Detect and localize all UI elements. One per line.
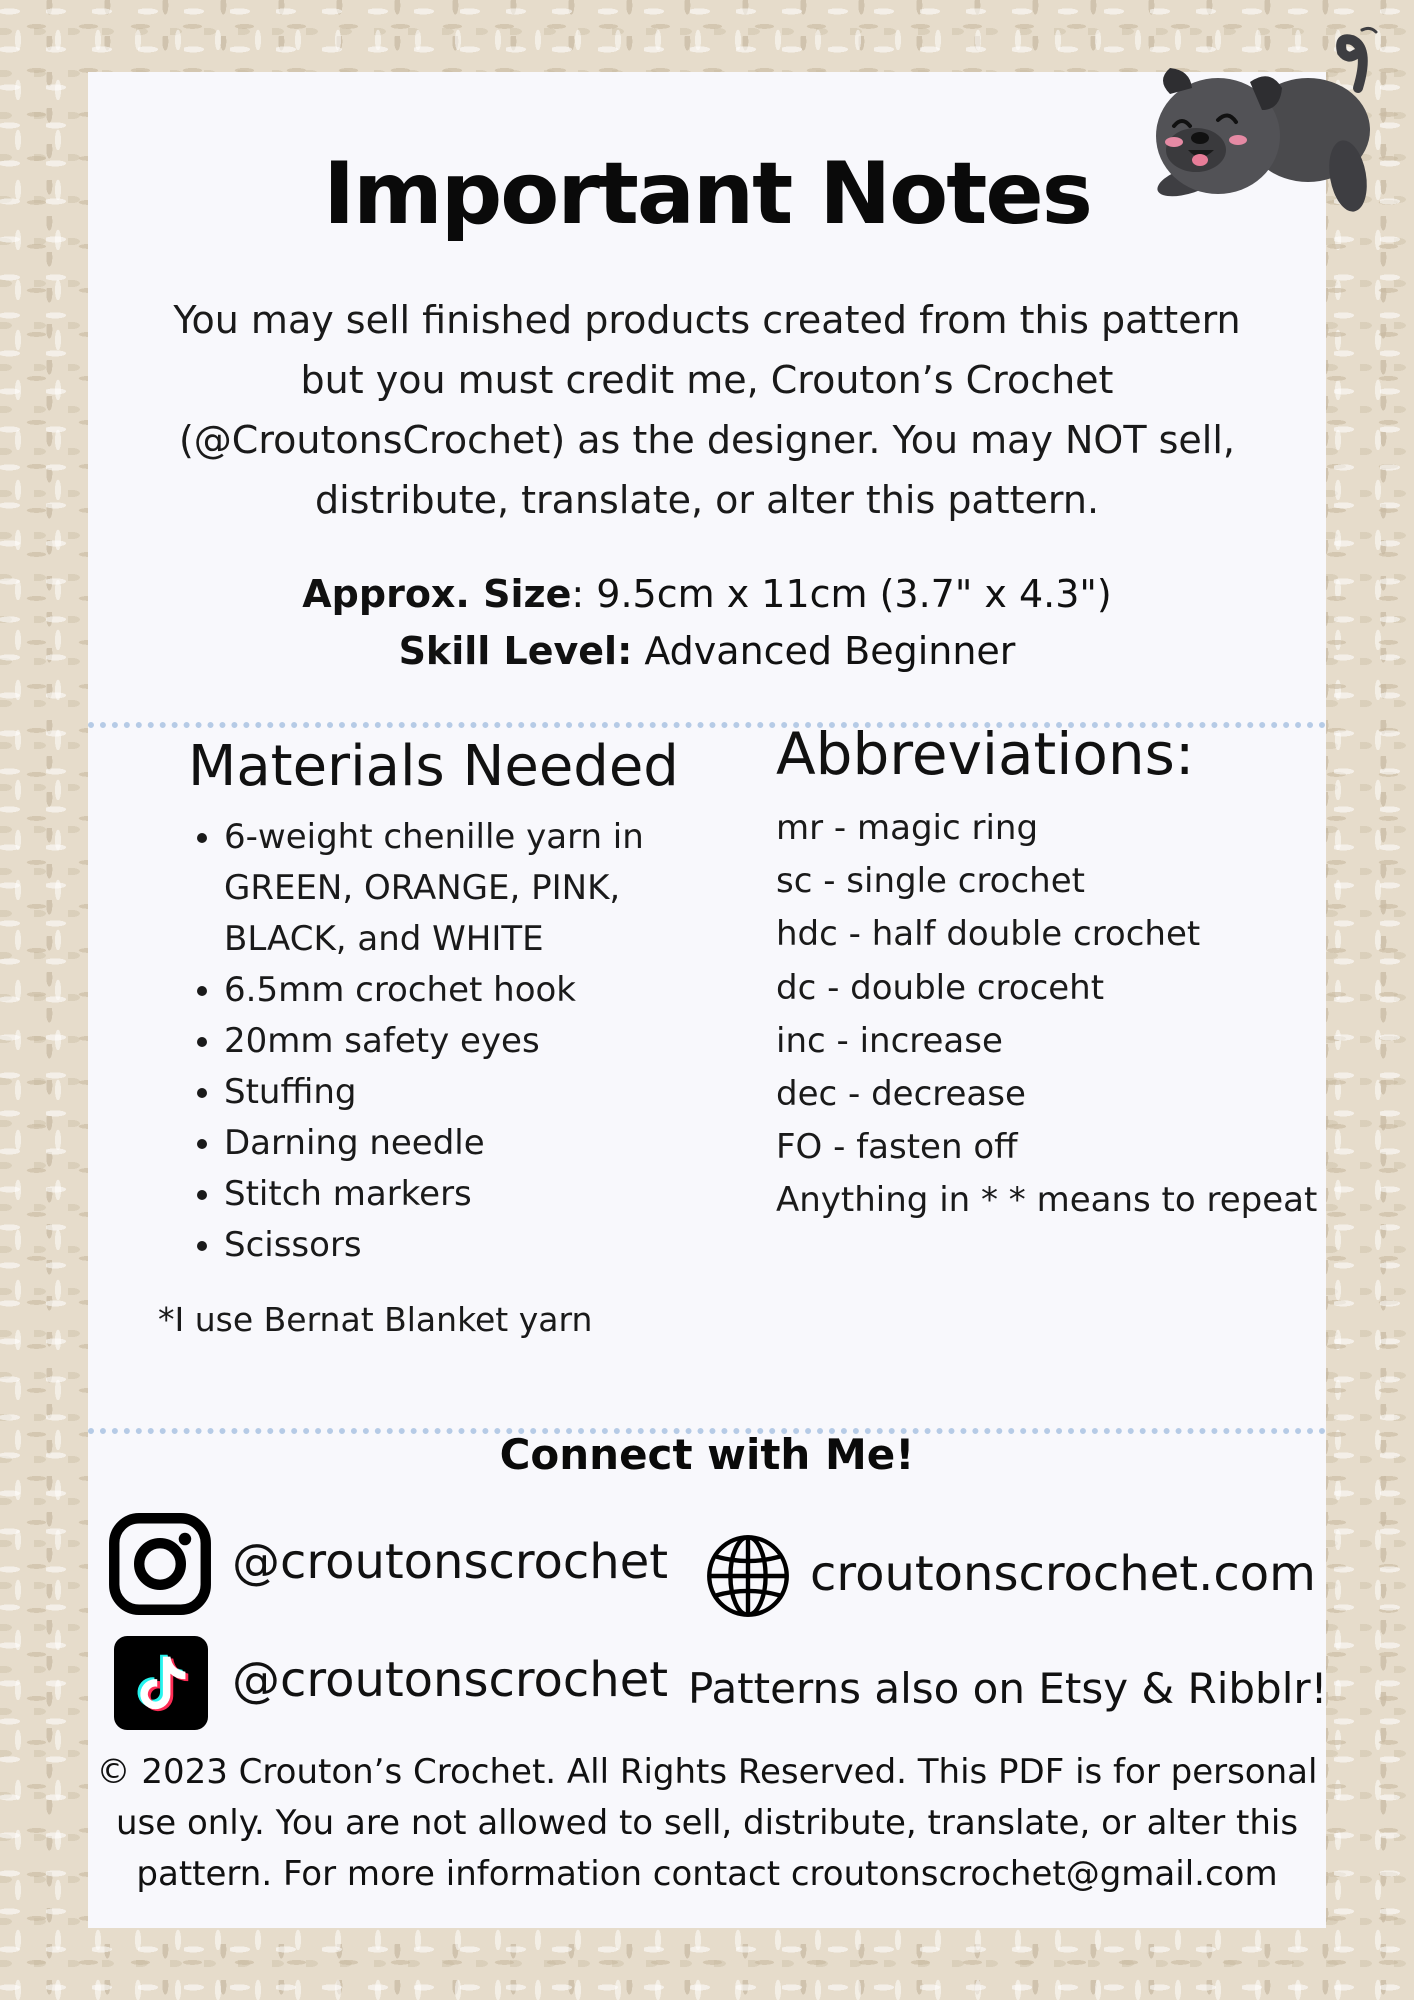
page-title: Important Notes	[323, 144, 1091, 244]
notes-card	[88, 72, 1326, 1928]
size-label: Approx. Size	[302, 572, 572, 616]
tiktok-icon[interactable]	[114, 1636, 208, 1730]
list-item: hdc - half double crochet	[776, 914, 1201, 955]
materials-heading: Materials Needed	[188, 734, 679, 799]
pattern-details	[88, 566, 1326, 680]
size-value: : 9.5cm x 11cm (3.7" x 4.3")	[571, 572, 1112, 616]
abbreviations-heading: Abbreviations:	[776, 720, 1195, 788]
list-item: • Stitch markers	[224, 1169, 744, 1220]
list-item: inc - increase	[776, 1020, 1003, 1061]
size-row	[88, 566, 1326, 623]
materials-list	[188, 812, 744, 1271]
instagram-icon[interactable]	[108, 1512, 212, 1616]
list-item: • 6.5mm crochet hook	[224, 965, 744, 1016]
license-line: but you must credit me, Crouton’s Crochet	[300, 358, 1114, 402]
license-line: distribute, translate, or alter this pattern.	[314, 478, 1100, 522]
list-item: mr - magic ring	[776, 808, 1039, 848]
list-item: • Stuffing	[224, 1067, 744, 1118]
list-item: FO - fasten off	[776, 1127, 1018, 1168]
license-intro	[148, 290, 1266, 530]
skill-label: Skill Level:	[398, 629, 633, 673]
list-item: dec - decrease	[776, 1074, 1026, 1115]
skill-row	[88, 623, 1326, 680]
list-item: • Darning needle	[224, 1118, 744, 1169]
website-link[interactable]: croutonscrochet.com	[810, 1546, 1316, 1602]
footer-line: © 2023 Crouton’s Crochet. All Rights Reserved. This PDF is for personal	[96, 1752, 1318, 1792]
license-line: You may sell finished products created from this pattern	[173, 298, 1241, 342]
abbreviations-list	[776, 802, 1316, 1228]
connect-heading: Connect with Me!	[499, 1430, 915, 1479]
instagram-handle[interactable]: @croutonscrochet	[232, 1534, 669, 1590]
marketplaces-note: Patterns also on Etsy & Ribblr!	[688, 1664, 1328, 1713]
license-line: (@CroutonsCrochet) as the designer. You may NOT sell,	[178, 418, 1236, 462]
list-item: Anything in * * means to repeat	[776, 1180, 1318, 1221]
list-item: • 20mm safety eyes	[224, 1016, 744, 1067]
list-item: • Scissors	[224, 1220, 744, 1271]
yarn-note: *I use Bernat Blanket yarn	[158, 1300, 593, 1339]
footer-line: use only. You are not allowed to sell, distribute, translate, or alter this	[115, 1803, 1299, 1843]
footer-line: pattern. For more information contact croutonscrochet@gmail.com	[136, 1854, 1278, 1894]
list-item: sc - single crochet	[776, 861, 1085, 902]
tiktok-handle[interactable]: @croutonscrochet	[232, 1652, 669, 1708]
copyright-footer	[88, 1747, 1326, 1900]
list-item: dc - double croceht	[776, 967, 1105, 1008]
skill-value: Advanced Beginner	[632, 629, 1016, 673]
pug-mascot	[1130, 18, 1390, 218]
list-item: • 6-weight chenille yarn in GREEN, ORANGE, PINK, BLACK, and WHITE	[224, 812, 744, 965]
globe-icon[interactable]	[704, 1532, 792, 1620]
